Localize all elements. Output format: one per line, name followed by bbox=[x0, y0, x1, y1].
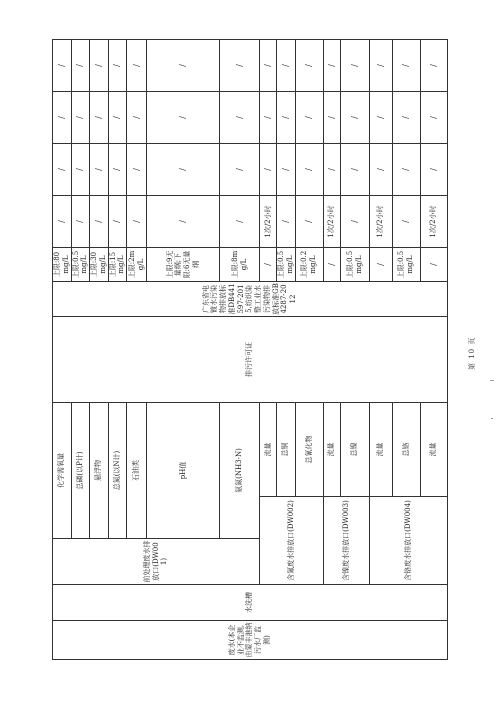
item-cell: 总镍 bbox=[340, 403, 369, 497]
slash-cell: / bbox=[392, 40, 420, 92]
standard-cell: 广东省电镀水污染物排放标准DB441597-2015,纺织染整工业水污染物排放标准GB 4287-2012 bbox=[53, 282, 448, 317]
limit-cell: 上限:9无量纲;下限:6无量纲 bbox=[147, 248, 220, 282]
item-cell: 悬浮物 bbox=[90, 403, 109, 539]
freq-cell: / bbox=[340, 196, 369, 248]
freq-cell: 1次/2小时 bbox=[260, 196, 277, 248]
limit-cell: 上限:8mg/L bbox=[220, 248, 260, 282]
slash-cell: / bbox=[369, 40, 392, 92]
basis-cell: 排污许可证 bbox=[53, 317, 448, 403]
limit-cell: 上限:0.5mg/L bbox=[392, 248, 420, 282]
scan-speck bbox=[490, 380, 494, 381]
limit-cell: / bbox=[369, 248, 392, 282]
limit-cell: / bbox=[420, 248, 447, 282]
category-cell: 废水(本企业不监测,由蒙丰港纳污水厂监测) bbox=[53, 621, 448, 660]
limit-cell: 上限:2mg/L bbox=[127, 248, 147, 282]
facility-cell: 水洗槽 bbox=[53, 585, 448, 621]
item-cell: 流量 bbox=[369, 403, 392, 497]
slash-cell: / bbox=[392, 92, 420, 144]
slash-cell: / bbox=[53, 144, 72, 196]
limit-cell: 上限:15mg/L bbox=[108, 248, 127, 282]
slash-cell: / bbox=[295, 40, 323, 92]
slash-cell: / bbox=[90, 40, 109, 92]
freq-cell: 1次/2小时 bbox=[323, 196, 340, 248]
slash-cell: / bbox=[260, 40, 277, 92]
slash-cell: / bbox=[369, 144, 392, 196]
item-cell: 流量 bbox=[420, 403, 447, 497]
freq-cell: / bbox=[392, 196, 420, 248]
limit-cell: 上限:0.5mg/L bbox=[277, 248, 296, 282]
slash-cell: / bbox=[260, 144, 277, 196]
item-cell: 流量 bbox=[323, 403, 340, 497]
item-cell: 总氰化物 bbox=[295, 403, 323, 497]
slash-cell: / bbox=[90, 92, 109, 144]
slash-cell: / bbox=[127, 144, 147, 196]
slash-cell: / bbox=[392, 144, 420, 196]
slash-cell: / bbox=[108, 92, 127, 144]
slash-cell: / bbox=[71, 92, 90, 144]
freq-cell: / bbox=[108, 196, 127, 248]
slash-cell: / bbox=[147, 40, 220, 92]
monitoring-table bbox=[52, 39, 448, 660]
slash-cell: / bbox=[108, 144, 127, 196]
slash-cell: / bbox=[323, 40, 340, 92]
slash-cell: / bbox=[340, 92, 369, 144]
slash-cell: / bbox=[260, 92, 277, 144]
slash-cell: / bbox=[127, 40, 147, 92]
slash-cell: / bbox=[420, 144, 447, 196]
freq-cell: / bbox=[220, 196, 260, 248]
slash-cell: / bbox=[147, 144, 220, 196]
item-cell: 总铜 bbox=[277, 403, 296, 497]
page-number: 第 10 页 bbox=[468, 336, 476, 370]
item-cell: 总磷(以P计) bbox=[71, 403, 90, 539]
slash-cell: / bbox=[323, 144, 340, 196]
slash-cell: / bbox=[340, 144, 369, 196]
limit-cell: 上限:0.2mg/L bbox=[295, 248, 323, 282]
item-cell: pH值 bbox=[147, 403, 220, 539]
freq-cell: / bbox=[53, 196, 72, 248]
freq-cell: 1次/2小时 bbox=[420, 196, 447, 248]
limit-cell: 上限:0.5mg/L bbox=[71, 248, 90, 282]
limit-cell: 上限:80mg/L bbox=[53, 248, 72, 282]
slash-cell: / bbox=[420, 40, 447, 92]
slash-cell: / bbox=[90, 144, 109, 196]
outlet-dw003-cell: 含镍废水排放口(DW003) bbox=[323, 497, 369, 585]
freq-cell: / bbox=[71, 196, 90, 248]
slash-cell: / bbox=[295, 92, 323, 144]
item-cell: 流量 bbox=[260, 403, 277, 497]
limit-cell: 上限:0.5mg/L bbox=[340, 248, 369, 282]
slash-cell: / bbox=[277, 92, 296, 144]
slash-cell: / bbox=[295, 144, 323, 196]
slash-cell: / bbox=[220, 40, 260, 92]
limit-cell: 上限:30mg/L bbox=[90, 248, 109, 282]
outlet-dw002-cell: 含氰废水排放口(DW002) bbox=[260, 497, 324, 585]
limit-cell: / bbox=[260, 248, 277, 282]
freq-cell: / bbox=[295, 196, 323, 248]
slash-cell: / bbox=[71, 40, 90, 92]
freq-cell: / bbox=[127, 196, 147, 248]
item-cell: 总氮(以N计) bbox=[108, 403, 127, 539]
slash-cell: / bbox=[277, 144, 296, 196]
slash-cell: / bbox=[220, 92, 260, 144]
item-cell: 化学需氧量 bbox=[53, 403, 72, 539]
freq-cell: / bbox=[90, 196, 109, 248]
slash-cell: / bbox=[323, 92, 340, 144]
slash-cell: / bbox=[340, 40, 369, 92]
item-cell: 氨氮(NH3-N) bbox=[220, 403, 260, 539]
limit-cell: / bbox=[323, 248, 340, 282]
item-cell: 石油类 bbox=[127, 403, 147, 539]
slash-cell: / bbox=[147, 92, 220, 144]
slash-cell: / bbox=[220, 144, 260, 196]
slash-cell: / bbox=[420, 92, 447, 144]
slash-cell: / bbox=[127, 92, 147, 144]
freq-cell: / bbox=[277, 196, 296, 248]
slash-cell: / bbox=[53, 92, 72, 144]
slash-cell: / bbox=[369, 92, 392, 144]
slash-cell: / bbox=[71, 144, 90, 196]
item-cell: 总铬 bbox=[392, 403, 420, 497]
outlet-dw001-cell: 前处理废水排放口(DW001) bbox=[53, 539, 260, 585]
scan-speck bbox=[491, 418, 493, 419]
slash-cell: / bbox=[277, 40, 296, 92]
freq-cell: / bbox=[147, 196, 220, 248]
slash-cell: / bbox=[108, 40, 127, 92]
slash-cell: / bbox=[53, 40, 72, 92]
freq-cell: 1次/2小时 bbox=[369, 196, 392, 248]
outlet-dw004-cell: 含铬废水排放口(DW004) bbox=[369, 497, 447, 585]
